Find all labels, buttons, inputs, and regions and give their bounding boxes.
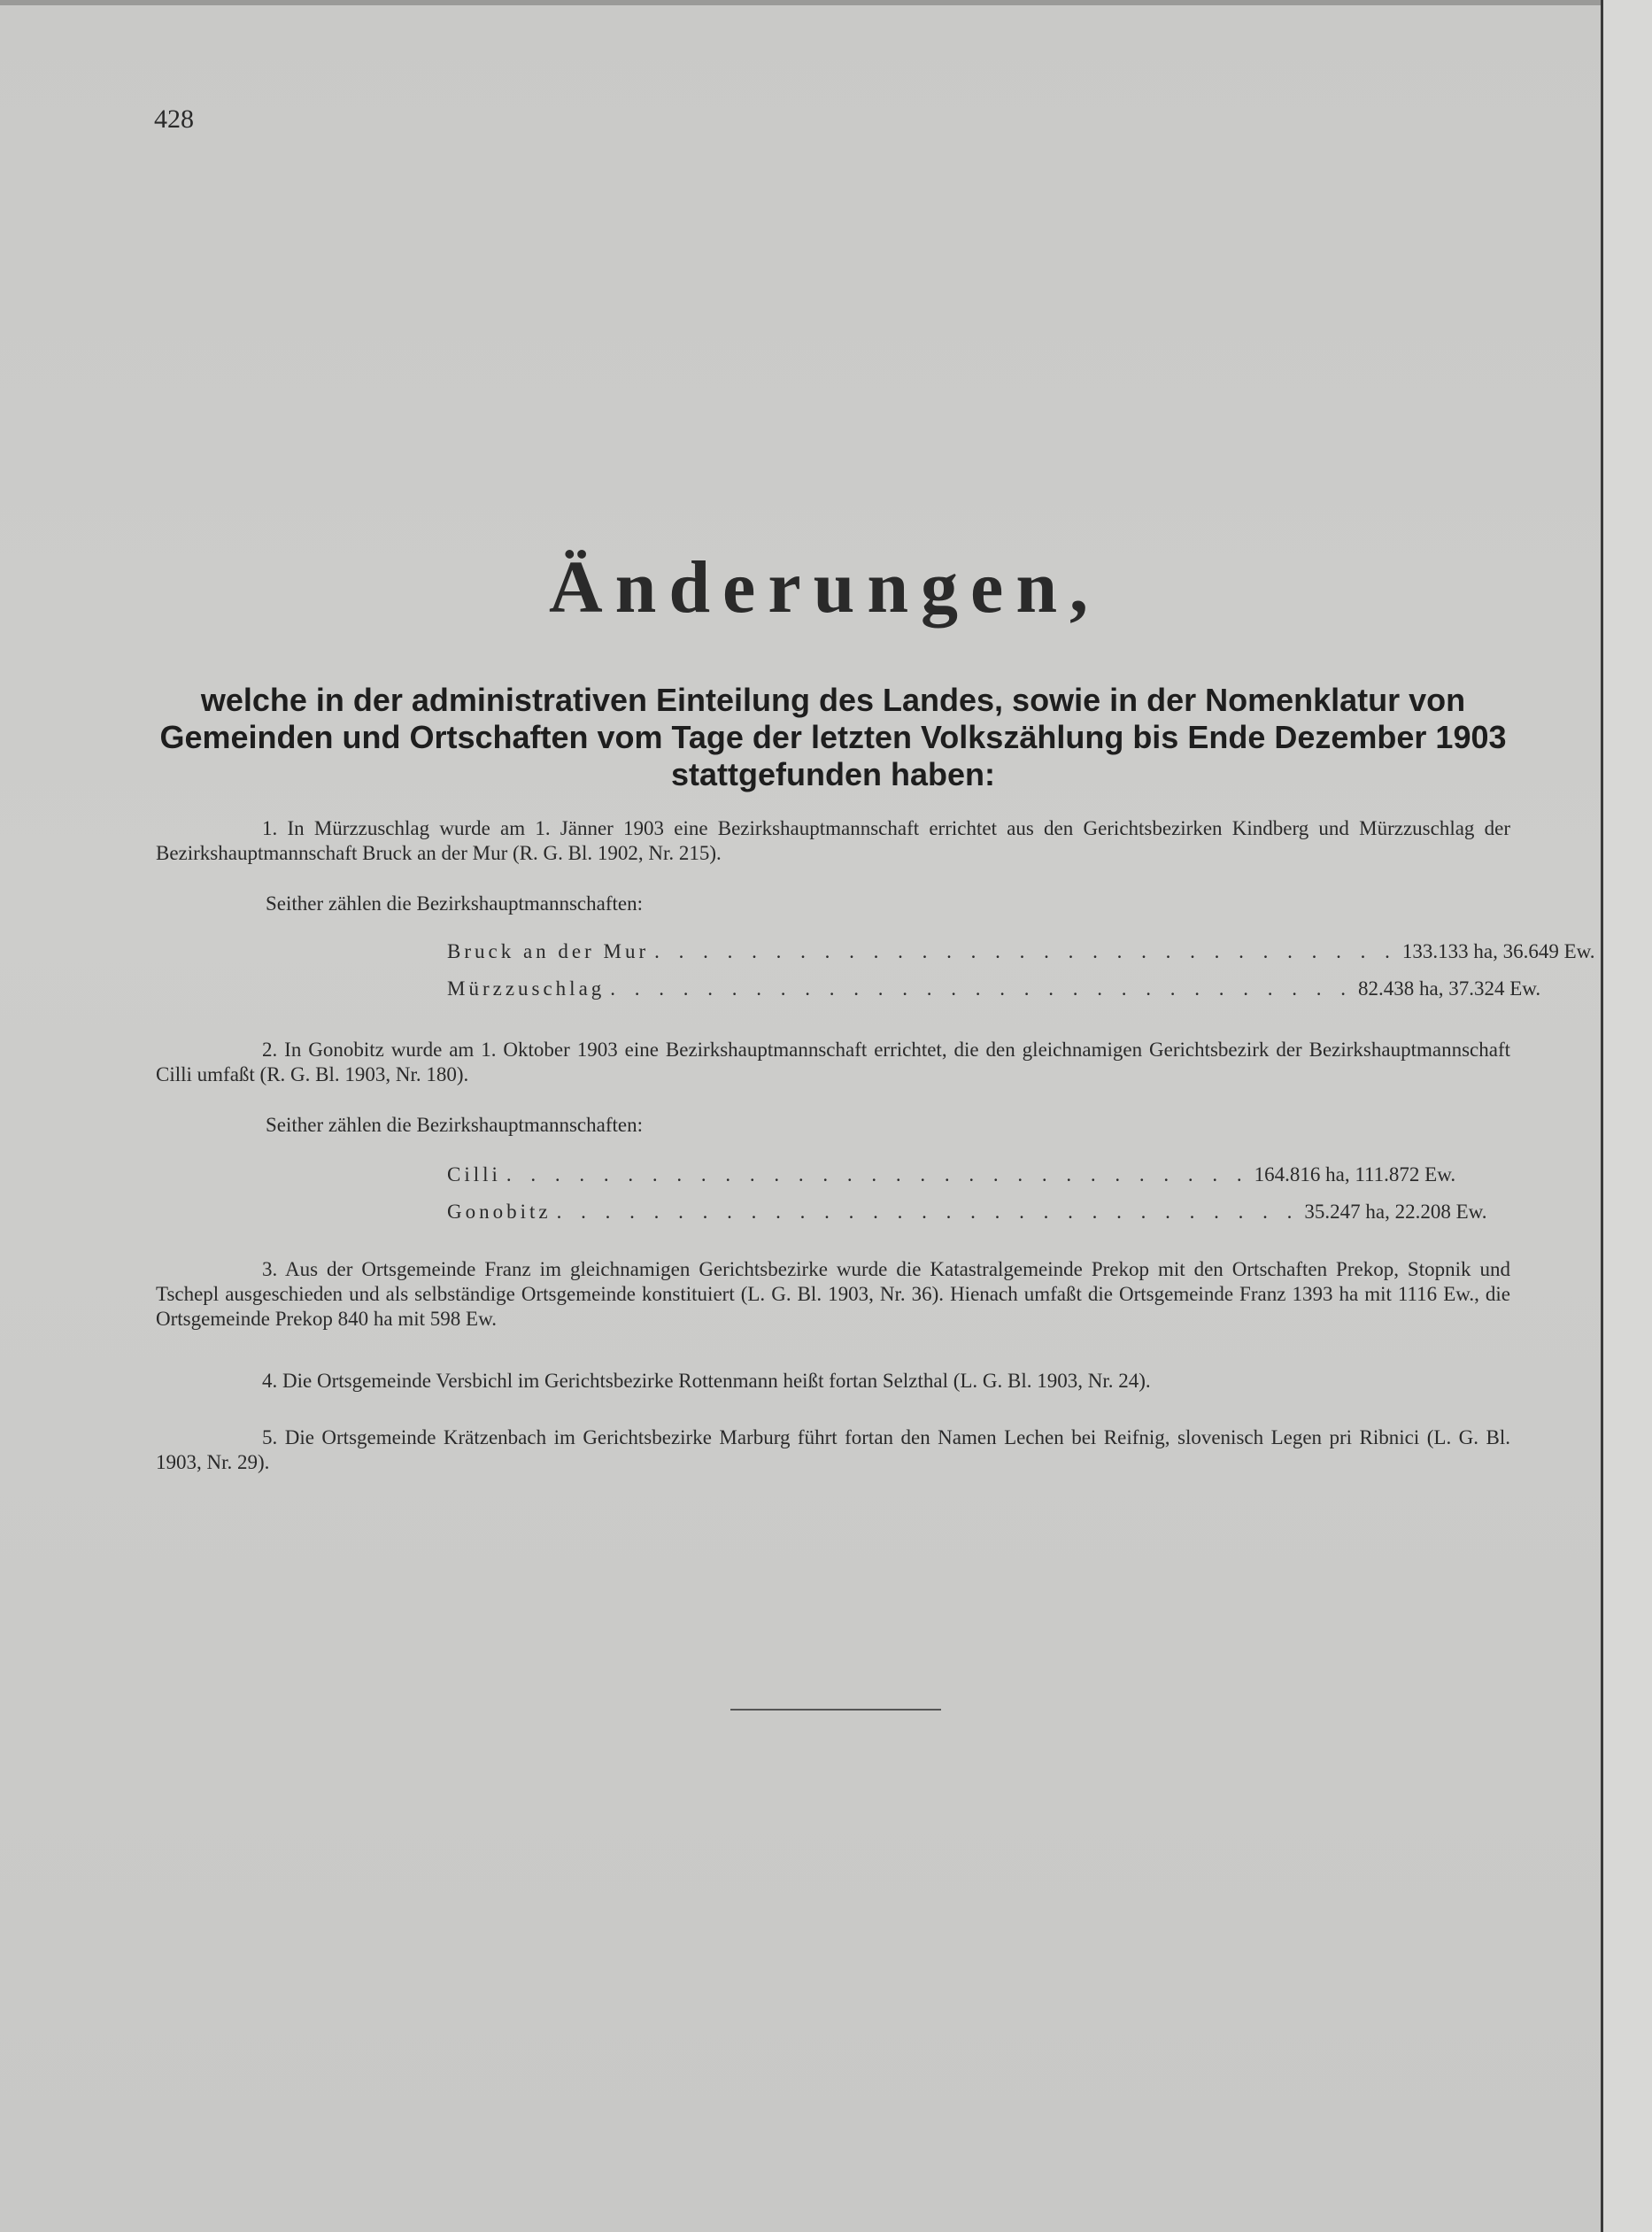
end-rule <box>730 1709 941 1711</box>
entry-name: Mürzzuschlag <box>447 977 606 1000</box>
entry-name: Bruck an der Mur <box>447 940 650 962</box>
entry-value: 133.133 ha, 36.649 Ew. <box>1401 940 1595 962</box>
entry-value: 82.438 ha, 37.324 Ew. <box>1358 977 1541 1000</box>
section-1-heading: Seither zählen die Bezirkshauptmannschaften: <box>266 892 643 915</box>
scan-top-edge <box>0 0 1649 5</box>
section-5-text: 5. Die Ortsgemeinde Krätzenbach im Gerichtsbezirke Marburg führt fortan den Namen Lechen bei Reifnig, slovenisch Legen pri Ribnici (L. G. Bl. 1903, Nr. 29). <box>156 1426 1510 1473</box>
leader-dots: . . . . . . . . . . . . . . . . . . . . . . . . . . . . . . . <box>556 1201 1300 1223</box>
section-4-text: 4. Die Ortsgemeinde Versbichl im Gerichtsbezirke Rottenmann heißt fortan Selzthal (L. G. Bl. 1903, Nr. 24). <box>262 1370 1151 1392</box>
section-2-entry <box>447 1163 1456 1186</box>
leader-dots: . . . . . . . . . . . . . . . . . . . . . . . . . . . . . . . <box>506 1163 1249 1186</box>
section-1-entry <box>447 977 1541 1000</box>
section-2-heading: Seither zählen die Bezirkshauptmannschaften: <box>266 1114 643 1136</box>
entry-name: Gonobitz <box>447 1201 552 1223</box>
leader-dots: . . . . . . . . . . . . . . . . . . . . . . . . . . . . . . . <box>654 940 1397 962</box>
entry-value: 35.247 ha, 22.208 Ew. <box>1304 1201 1487 1223</box>
leader-dots: . . . . . . . . . . . . . . . . . . . . . . . . . . . . . . . <box>610 977 1354 1000</box>
entry-value: 164.816 ha, 111.872 Ew. <box>1254 1163 1456 1186</box>
section-2-text: 2. In Gonobitz wurde am 1. Oktober 1903 eine Bezirkshauptmannschaft errichtet, die den gleichnamigen Gerichtsbezirk der Bezirkshauptmannschaft Cilli umfaßt (R. G. Bl. 1903, Nr. 180). <box>156 1039 1510 1085</box>
page-subtitle: welche in der administrativen Einteilung des Landes, sowie in der Nomenklatur von Gemeinden und Ortschaften vom Tage der letzten Volkszählung bis Ende Dezember 1903 stattgefunden haben: <box>159 682 1507 792</box>
entry-name: Cilli <box>447 1163 501 1186</box>
section-2-entry <box>447 1201 1487 1224</box>
section-3-text: 3. Aus der Ortsgemeinde Franz im gleichnamigen Gerichtsbezirke wurde die Katastralgemeinde Prekop mit den Ortschaften Prekop, Stopnik und Tschepl ausgeschieden und als selbständige Ortsgemeinde konstituiert (L. G. Bl. 1903, Nr. 36). Hienach umfaßt die Ortsgemeinde Franz 1393 ha mit 1116 Ew., die Ortsgemeinde Prekop 840 ha mit 598 Ew. <box>156 1258 1510 1330</box>
page-number: 428 <box>154 104 194 134</box>
page-title: Änderungen, <box>548 546 1101 629</box>
section-1-entry <box>447 940 1595 963</box>
scan-right-edge <box>1601 0 1652 2232</box>
section-1-text: 1. In Mürzzuschlag wurde am 1. Jänner 1903 eine Bezirkshauptmannschaft errichtet aus den Gerichtsbezirken Kindberg und Mürzzuschlag der Bezirkshauptmannschaft Bruck an der Mur (R. G. Bl. 1902, Nr. 215). <box>156 817 1510 864</box>
